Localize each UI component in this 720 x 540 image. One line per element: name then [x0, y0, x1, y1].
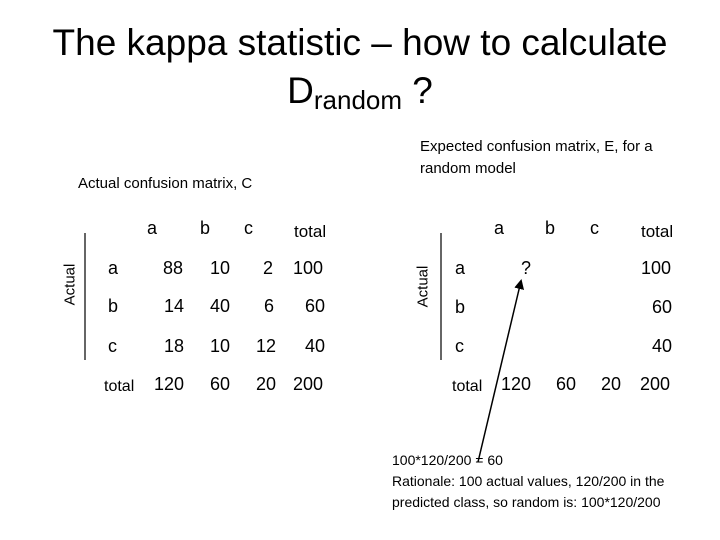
- title-question: ?: [402, 70, 433, 111]
- arrow-to-unknown-cell: [478, 281, 521, 462]
- right-grand-total: 200: [640, 374, 671, 394]
- right-matrix-caption: Expected confusion matrix, E, for a random model: [420, 138, 653, 177]
- right-col-header-a: a: [494, 218, 505, 238]
- right-matrix-side-label: Actual: [414, 265, 432, 308]
- right-row-label-a: a: [455, 258, 466, 278]
- left-col-header-a: a: [147, 218, 158, 238]
- left-col-total: 60: [210, 374, 231, 394]
- right-row-label-b: b: [455, 297, 466, 317]
- unknown-cell: ?: [521, 258, 532, 278]
- left-row-label-total: total: [104, 378, 135, 395]
- left-row-total: 60: [305, 296, 326, 316]
- right-row-label-c: c: [455, 336, 464, 356]
- title-subscript: random: [313, 85, 403, 115]
- right-row-label-total: total: [452, 378, 483, 395]
- left-cell: 88: [163, 258, 184, 278]
- right-row-total: 100: [641, 258, 672, 278]
- left-cell: 2: [263, 258, 274, 278]
- title-d: D: [287, 70, 314, 111]
- left-cell: 6: [264, 296, 275, 316]
- left-row-label-a: a: [108, 258, 119, 278]
- left-matrix-caption: Actual confusion matrix, C: [78, 175, 253, 192]
- left-row-total: 40: [305, 336, 326, 356]
- left-col-header-total: total: [294, 222, 327, 241]
- left-row-label-b: b: [108, 296, 119, 316]
- slide-title-line1: The kappa statistic – how to calculate: [52, 22, 668, 63]
- left-matrix-side-label: Actual: [61, 263, 79, 306]
- left-cell: 40: [210, 296, 231, 316]
- left-grand-total: 200: [293, 374, 324, 394]
- left-col-header-b: b: [200, 218, 211, 238]
- right-col-header-c: c: [590, 218, 599, 238]
- right-col-total: 120: [501, 374, 532, 394]
- left-row-label-c: c: [108, 336, 117, 356]
- left-cell: 10: [210, 336, 231, 356]
- left-col-total: 120: [154, 374, 185, 394]
- left-cell: 12: [256, 336, 277, 356]
- calculation-note: [392, 450, 702, 513]
- right-col-header-b: b: [545, 218, 556, 238]
- note-rationale: Rationale: 100 actual values, 120/200 in the predicted class, so random is: 100*120/200: [392, 473, 665, 510]
- left-cell: 18: [164, 336, 185, 356]
- right-row-total: 60: [652, 297, 673, 317]
- right-col-total: 20: [601, 374, 622, 394]
- left-cell: 10: [210, 258, 231, 278]
- left-cell: 14: [164, 296, 185, 316]
- left-col-header-c: c: [244, 218, 253, 238]
- left-col-total: 20: [256, 374, 277, 394]
- right-col-header-total: total: [641, 222, 674, 241]
- right-row-total: 40: [652, 336, 673, 356]
- note-formula: 100*120/200 = 60: [392, 452, 503, 468]
- left-row-total: 100: [293, 258, 324, 278]
- right-col-total: 60: [556, 374, 577, 394]
